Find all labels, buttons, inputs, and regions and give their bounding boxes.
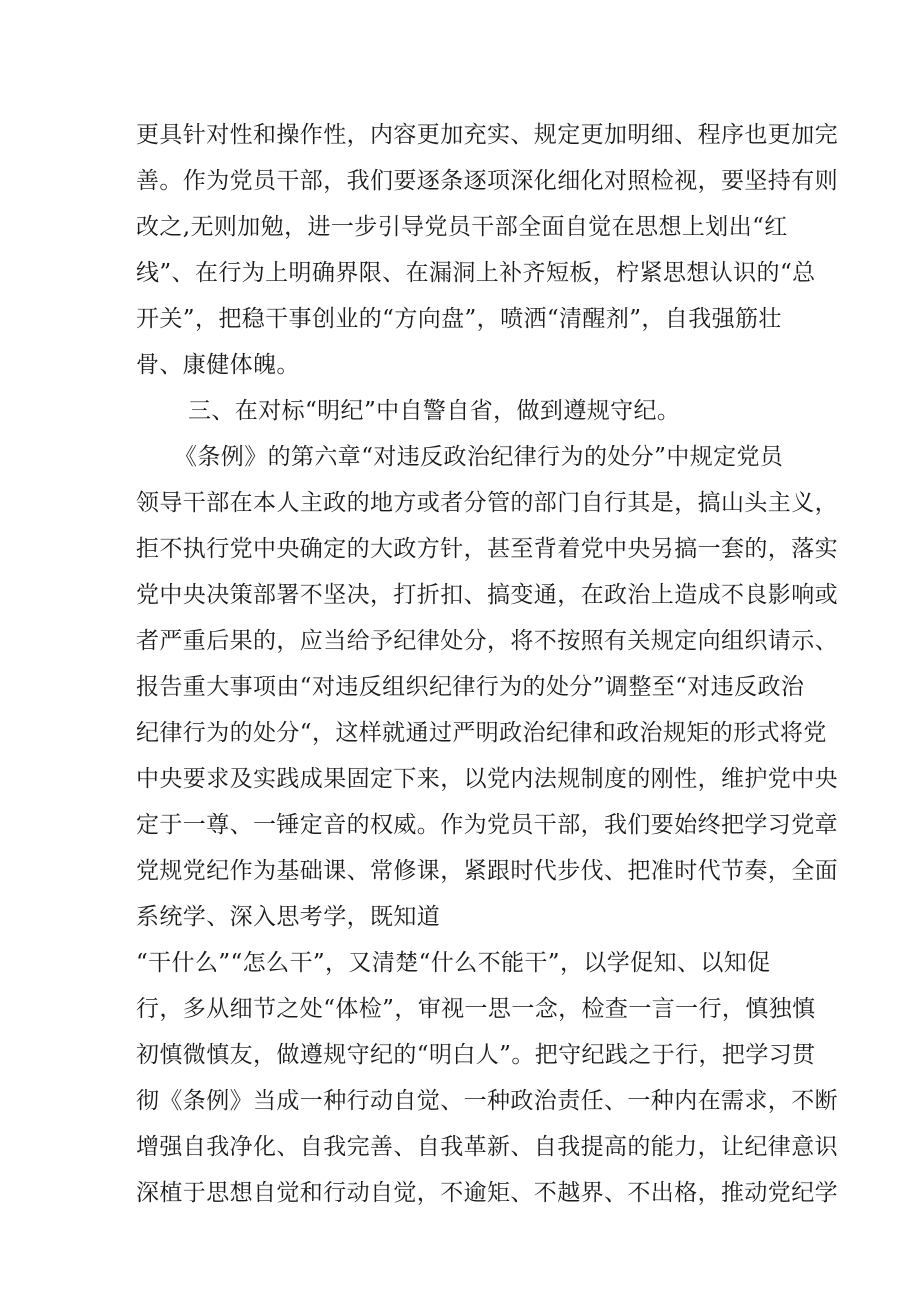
section-heading: 三、在对标“明纪”中自警自省，做到遵规守纪。: [188, 398, 681, 424]
text-line: 定于一尊、一锤定音的权威。作为党员干部，我们要始终把学习党章: [136, 812, 838, 838]
text-line: 开关”，把稳干事创业的“方向盘”，喷洒“清醒剂”，自我强筋壮: [136, 306, 782, 332]
text-line: “干什么”“怎么干”，又清楚“什么不能干”，以学促知、以知促: [136, 950, 771, 976]
text-line: 善。作为党员干部，我们要逐条逐项深化细化对照检视，要坚持有则: [136, 168, 838, 194]
text-line: 深植于思想自觉和行动自觉，不逾矩、不越界、不出格，推动党纪学: [136, 1180, 838, 1206]
text-line: 增强自我净化、自我完善、自我革新、自我提高的能力，让纪律意识: [136, 1134, 838, 1160]
paragraph-first-line: 《条例》的第六章“对违反政治纪律行为的处分”中规定党员: [174, 444, 784, 470]
text-line: 党中央决策部署不坚决，打折扣、搞变通，在政治上造成不良影响或: [136, 582, 838, 608]
text-line: 者严重后果的，应当给予纪律处分，将不按照有关规定向组织请示、: [136, 628, 838, 654]
text-line: 线”、在行为上明确界限、在漏洞上补齐短板，柠紧思想认识的“总: [136, 260, 816, 286]
text-line: 初慎微慎友，做遵规守纪的“明白人”。把守纪践之于行，把学习贯: [136, 1042, 816, 1068]
text-line: 更具针对性和操作性，内容更加充实、规定更加明细、程序也更加完: [136, 122, 838, 148]
text-line: 纪律行为的处分“，这样就通过严明政治纪律和政治规矩的形式将党: [136, 720, 827, 746]
text-line: 领导干部在本人主政的地方或者分管的部门自行其是，搞山头主义，: [136, 490, 838, 516]
text-line: 中央要求及实践成果固定下来，以党内法规制度的刚性，维护党中央: [136, 766, 838, 792]
text-line: 骨、康健体魄。: [136, 352, 300, 378]
text-line: 拒不执行党中央确定的大政方针，甚至背着党中央另搞一套的，落实: [136, 536, 838, 562]
text-line: 系统学、深入思考学，既知道: [136, 904, 441, 930]
document-body: [136, 112, 838, 1216]
text-line: 党规党纪作为基础课、常修课，紧跟时代步伐、把准时代节奏，全面: [136, 858, 838, 884]
text-line: 行，多从细节之处“体检”，审视一思一念，检查一言一行，慎独慎: [136, 996, 816, 1022]
text-line: 报告重大事项由“对违反组织纪律行为的处分”调整至“对违反政治: [136, 674, 805, 700]
text-line: 改之,无则加勉，进一步引导党员干部全面自觉在思想上划出“红: [136, 214, 788, 240]
text-line: 彻《条例》当成一种行动自觉、一种政治责任、一种内在需求，不断: [136, 1088, 838, 1114]
